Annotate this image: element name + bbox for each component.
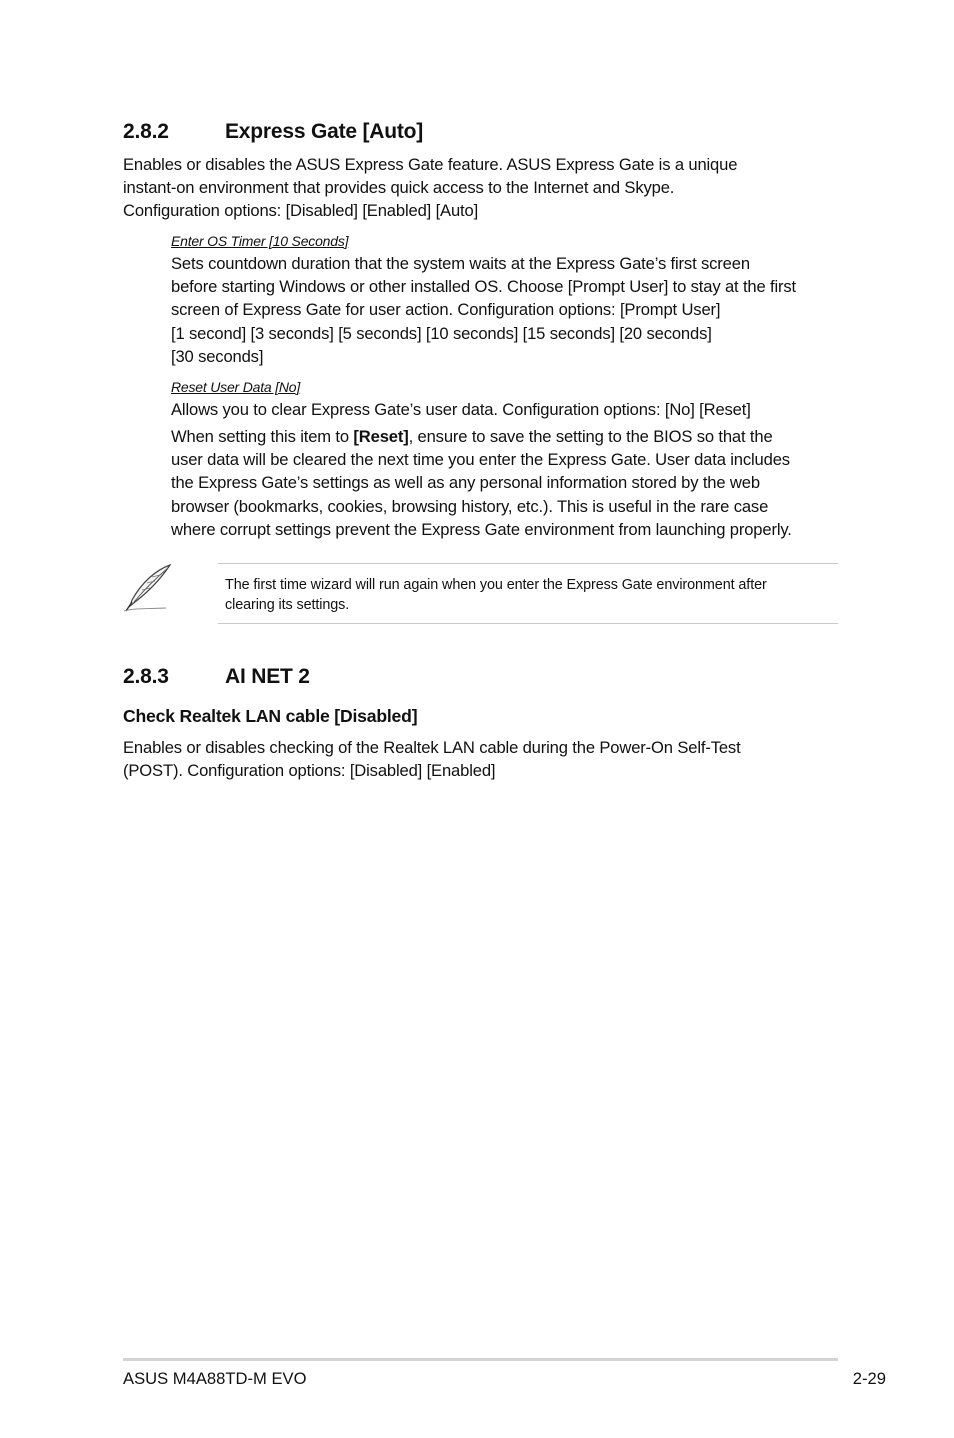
- text-line: Enables or disables checking of the Realtek LAN cable during the Power-On Self-Test: [123, 738, 741, 757]
- footer-page-number: 2-29: [852, 1369, 886, 1388]
- check-realtek-lan-description: [123, 736, 741, 782]
- text-line: [171, 425, 792, 448]
- footer-rule: [123, 1358, 838, 1361]
- reset-user-data-label: Reset User Data [No]: [171, 379, 301, 395]
- feather-pen-icon: [120, 562, 174, 614]
- text-line: user data will be cleared the next time you enter the Express Gate. User data includes: [171, 450, 790, 470]
- text-line: screen of Express Gate for user action. Configuration options: [Prompt User]: [171, 300, 721, 320]
- section-heading-express-gate: [123, 120, 423, 144]
- note-text: [225, 575, 835, 615]
- text-line: (POST). Configuration options: [Disabled] [Enabled]: [123, 761, 496, 781]
- text-line: instant-on environment that provides quick access to the Internet and Skype.: [123, 178, 675, 198]
- footer-product-name: ASUS M4A88TD-M EVO: [123, 1369, 307, 1388]
- text-line: the Express Gate’s settings as well as any personal information stored by the web: [171, 473, 760, 493]
- reset-user-data-options: Allows you to clear Express Gate’s user data. Configuration options: [No] [Reset]: [171, 400, 751, 419]
- text-line: where corrupt settings prevent the Express Gate environment from launching properly.: [171, 519, 792, 539]
- check-realtek-lan-heading: Check Realtek LAN cable [Disabled]: [123, 706, 418, 726]
- reset-user-data-description: [171, 425, 792, 541]
- reset-emphasis: [Reset]: [353, 427, 409, 446]
- section-title: AI NET 2: [225, 665, 310, 688]
- section-heading-ai-net-2: [123, 665, 310, 689]
- note-top-rule: [218, 563, 838, 564]
- note-bottom-rule: [218, 623, 838, 624]
- enter-os-timer-description: [171, 252, 796, 368]
- express-gate-description: [123, 153, 737, 223]
- text-segment: When setting this item to: [171, 427, 354, 446]
- text-line: Enables or disables the ASUS Express Gate feature. ASUS Express Gate is a unique: [123, 155, 738, 174]
- section-number: 2.8.3: [123, 665, 169, 688]
- text-line: browser (bookmarks, cookies, browsing history, etc.). This is useful in the rare case: [171, 496, 769, 516]
- enter-os-timer-label: Enter OS Timer [10 Seconds]: [171, 233, 349, 249]
- text-line: [1 second] [3 seconds] [5 seconds] [10 seconds] [15 seconds] [20 seconds]: [171, 323, 712, 343]
- text-line: Sets countdown duration that the system waits at the Express Gate’s first screen: [171, 254, 750, 273]
- text-segment: , ensure to save the setting to the BIOS so that the: [408, 427, 773, 446]
- section-title: Express Gate [Auto]: [225, 120, 424, 143]
- section-number: 2.8.2: [123, 120, 169, 143]
- text-line: Configuration options: [Disabled] [Enabled] [Auto]: [123, 201, 479, 221]
- text-line: before starting Windows or other installed OS. Choose [Prompt User] to stay at the first: [171, 277, 797, 297]
- text-line: [30 seconds]: [171, 346, 264, 366]
- text-line: The first time wizard will run again when you enter the Express Gate environment after: [225, 577, 767, 593]
- text-line: clearing its settings.: [225, 597, 350, 613]
